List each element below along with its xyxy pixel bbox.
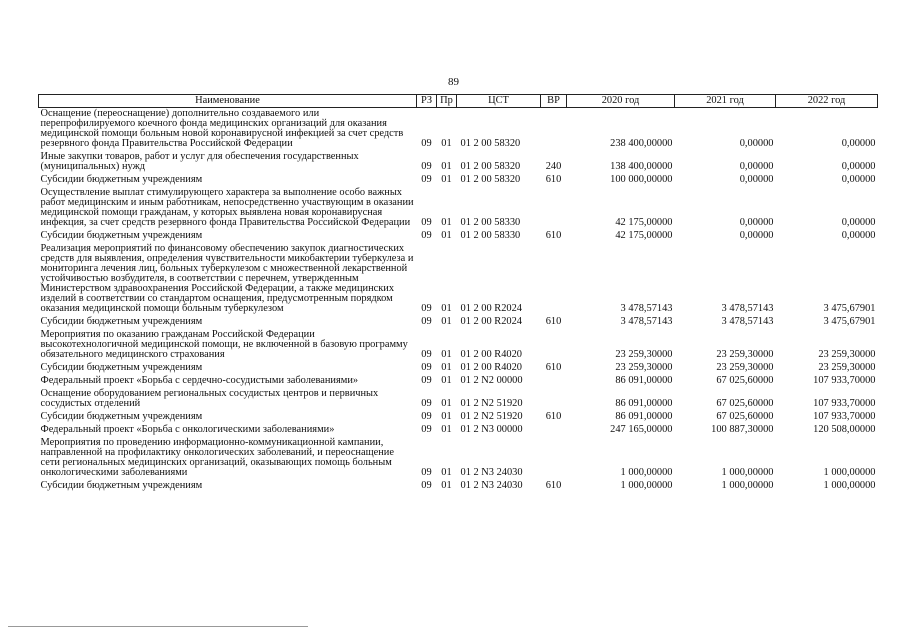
row-cst: 01 2 N3 24030 bbox=[460, 480, 523, 491]
row-rz: 09 bbox=[421, 316, 432, 327]
row-name: Иные закупки товаров, работ и услуг для обеспечения государственных (муниципальных) нужд bbox=[40, 151, 359, 172]
row-rz: 09 bbox=[421, 349, 432, 360]
row-pr: 01 bbox=[441, 480, 452, 491]
row-2022: 107 933,70000 bbox=[813, 375, 876, 386]
header-vr: ВР bbox=[541, 95, 567, 108]
row-pr: 01 bbox=[441, 398, 452, 409]
row-vr bbox=[541, 329, 567, 362]
page-number: 89 bbox=[448, 76, 459, 88]
row-2022: 23 259,30000 bbox=[818, 349, 876, 360]
row-rz: 09 bbox=[421, 480, 432, 491]
row-vr: 610 bbox=[545, 480, 562, 491]
budget-table bbox=[38, 94, 878, 493]
row-2021: 67 025,60000 bbox=[716, 411, 774, 422]
row-cst: 01 2 00 R2024 bbox=[460, 316, 522, 327]
row-cst: 01 2 00 58330 bbox=[460, 230, 521, 241]
row-vr: 240 bbox=[545, 161, 562, 172]
row-2021: 0,00000 bbox=[739, 217, 774, 228]
row-pr: 01 bbox=[441, 467, 452, 478]
row-2020: 3 478,57143 bbox=[620, 303, 673, 314]
row-2020: 42 175,00000 bbox=[615, 217, 673, 228]
row-name: Субсидии бюджетным учреждениям bbox=[40, 411, 203, 422]
table-row bbox=[39, 437, 878, 480]
row-2021: 23 259,30000 bbox=[716, 362, 774, 373]
row-2020: 23 259,30000 bbox=[615, 362, 673, 373]
row-pr: 01 bbox=[441, 230, 452, 241]
row-2020: 23 259,30000 bbox=[615, 349, 673, 360]
row-rz: 09 bbox=[421, 424, 432, 435]
table-row bbox=[39, 375, 878, 388]
row-pr: 01 bbox=[441, 303, 452, 314]
row-2020: 138 400,00000 bbox=[610, 161, 673, 172]
row-cst: 01 2 N3 24030 bbox=[460, 467, 523, 478]
row-2021: 0,00000 bbox=[739, 230, 774, 241]
row-cst: 01 2 00 R2024 bbox=[460, 303, 522, 314]
table-row bbox=[39, 424, 878, 437]
row-2021: 0,00000 bbox=[739, 161, 774, 172]
row-name: Федеральный проект «Борьба с сердечно-сосудистыми заболеваниями» bbox=[40, 375, 359, 386]
row-rz: 09 bbox=[421, 230, 432, 241]
row-2021: 3 478,57143 bbox=[721, 303, 774, 314]
row-pr: 01 bbox=[441, 349, 452, 360]
table-header-row bbox=[39, 95, 878, 108]
row-2020: 1 000,00000 bbox=[620, 467, 673, 478]
row-name: Оснащение оборудованием региональных сосудистых центров и первичных сосудистых отделений bbox=[40, 388, 379, 409]
row-2021: 100 887,30000 bbox=[711, 424, 774, 435]
row-name: Мероприятия по оказанию гражданам Российской Федерации высокотехнологичной медицинской помощи, не включенной в базовую программу обязательного медицинского страхования bbox=[40, 329, 408, 360]
row-rz: 09 bbox=[421, 375, 432, 386]
row-2022: 0,00000 bbox=[841, 217, 876, 228]
row-pr: 01 bbox=[441, 316, 452, 327]
header-2020: 2020 год bbox=[567, 95, 675, 108]
row-cst: 01 2 00 58320 bbox=[460, 174, 521, 185]
row-pr: 01 bbox=[441, 362, 452, 373]
row-2022: 0,00000 bbox=[841, 138, 876, 149]
row-pr: 01 bbox=[441, 424, 452, 435]
table-row bbox=[39, 151, 878, 174]
row-name: Мероприятия по проведению информационно-коммуникационной кампании, направленной на профилактику онкологических заболеваний, и переоснащение сети региональных медицинских организаций, оказывающих помощь больным онкологическими заболеваниями bbox=[40, 437, 394, 478]
row-cst: 01 2 00 R4020 bbox=[460, 362, 522, 373]
row-2021: 67 025,60000 bbox=[716, 375, 774, 386]
row-2022: 3 475,67901 bbox=[823, 316, 876, 327]
row-cst: 01 2 00 58320 bbox=[460, 161, 521, 172]
table-body bbox=[39, 108, 878, 494]
row-2021: 67 025,60000 bbox=[716, 398, 774, 409]
row-vr: 610 bbox=[545, 316, 562, 327]
header-cst: ЦСТ bbox=[457, 95, 541, 108]
row-2022: 0,00000 bbox=[841, 230, 876, 241]
row-2020: 3 478,57143 bbox=[620, 316, 673, 327]
row-name: Осуществление выплат стимулирующего характера за выполнение особо важных работ медицинским и иным работникам, непосредственно участвующим в оказании медицинской помощи гражданам, у которых выявлена новая коронавирусная инфекция, за счет средств резервного фонда Правительства Российской Федерации bbox=[40, 187, 414, 228]
row-cst: 01 2 N2 51920 bbox=[460, 398, 523, 409]
table-row bbox=[39, 230, 878, 243]
row-name: Субсидии бюджетным учреждениям bbox=[40, 230, 203, 241]
row-vr bbox=[541, 424, 567, 437]
row-rz: 09 bbox=[421, 161, 432, 172]
row-vr: 610 bbox=[545, 362, 562, 373]
row-name: Субсидии бюджетным учреждениям bbox=[40, 362, 203, 373]
row-2021: 0,00000 bbox=[739, 174, 774, 185]
row-pr: 01 bbox=[441, 161, 452, 172]
row-2021: 0,00000 bbox=[739, 138, 774, 149]
table-row bbox=[39, 411, 878, 424]
header-rz: РЗ bbox=[417, 95, 437, 108]
row-vr bbox=[541, 187, 567, 230]
row-rz: 09 bbox=[421, 467, 432, 478]
header-2022: 2022 год bbox=[776, 95, 878, 108]
row-rz: 09 bbox=[421, 398, 432, 409]
row-name: Субсидии бюджетным учреждениям bbox=[40, 316, 203, 327]
row-2022: 3 475,67901 bbox=[823, 303, 876, 314]
row-name: Субсидии бюджетным учреждениям bbox=[40, 174, 203, 185]
row-vr: 610 bbox=[545, 230, 562, 241]
row-2022: 120 508,00000 bbox=[813, 424, 876, 435]
row-name: Реализация мероприятий по финансовому обеспечению закупок диагностических средств для выявления, определения чувствительности микобактерии туберкулеза и мониторинга лечения лиц, больных туберкулезом с множественной лекарственной устойчивостью возбудителя, в соответствии с перечнем, утвержденным Министерством здравоохранения Российской Федерации, а также медицинских изделий в соответствии со стандартом оснащения, предусмотренным порядком оказания медицинской помощи больным туберкулезом bbox=[40, 243, 414, 314]
row-2020: 100 000,00000 bbox=[610, 174, 673, 185]
row-2022: 1 000,00000 bbox=[823, 467, 876, 478]
row-rz: 09 bbox=[421, 217, 432, 228]
row-2020: 1 000,00000 bbox=[620, 480, 673, 491]
row-rz: 09 bbox=[421, 303, 432, 314]
table-row bbox=[39, 243, 878, 316]
table-row bbox=[39, 108, 878, 152]
row-rz: 09 bbox=[421, 411, 432, 422]
header-name: Наименование bbox=[39, 95, 417, 108]
row-2021: 3 478,57143 bbox=[721, 316, 774, 327]
row-name: Субсидии бюджетным учреждениям bbox=[40, 480, 203, 491]
row-rz: 09 bbox=[421, 138, 432, 149]
row-2022: 107 933,70000 bbox=[813, 411, 876, 422]
row-vr bbox=[541, 375, 567, 388]
table-row bbox=[39, 480, 878, 493]
row-vr bbox=[541, 437, 567, 480]
row-rz: 09 bbox=[421, 362, 432, 373]
row-cst: 01 2 N2 51920 bbox=[460, 411, 523, 422]
row-2020: 86 091,00000 bbox=[615, 375, 673, 386]
row-2021: 1 000,00000 bbox=[721, 480, 774, 491]
row-pr: 01 bbox=[441, 217, 452, 228]
row-pr: 01 bbox=[441, 174, 452, 185]
footer-rule bbox=[8, 626, 308, 627]
row-cst: 01 2 N3 00000 bbox=[460, 424, 523, 435]
row-vr: 610 bbox=[545, 411, 562, 422]
table-row bbox=[39, 388, 878, 411]
row-cst: 01 2 00 58330 bbox=[460, 217, 521, 228]
row-pr: 01 bbox=[441, 411, 452, 422]
row-vr bbox=[541, 243, 567, 316]
row-2022: 23 259,30000 bbox=[818, 362, 876, 373]
row-2020: 42 175,00000 bbox=[615, 230, 673, 241]
row-cst: 01 2 00 58320 bbox=[460, 138, 521, 149]
row-2022: 107 933,70000 bbox=[813, 398, 876, 409]
table-row bbox=[39, 329, 878, 362]
row-2020: 238 400,00000 bbox=[610, 138, 673, 149]
row-2022: 0,00000 bbox=[841, 174, 876, 185]
row-cst: 01 2 N2 00000 bbox=[460, 375, 523, 386]
row-pr: 01 bbox=[441, 375, 452, 386]
row-2022: 1 000,00000 bbox=[823, 480, 876, 491]
table-row bbox=[39, 187, 878, 230]
table-row bbox=[39, 362, 878, 375]
row-name: Федеральный проект «Борьба с онкологическими заболеваниями» bbox=[40, 424, 335, 435]
row-2020: 86 091,00000 bbox=[615, 398, 673, 409]
row-2021: 1 000,00000 bbox=[721, 467, 774, 478]
row-2022: 0,00000 bbox=[841, 161, 876, 172]
row-2021: 23 259,30000 bbox=[716, 349, 774, 360]
row-2020: 247 165,00000 bbox=[610, 424, 673, 435]
row-vr: 610 bbox=[545, 174, 562, 185]
row-vr bbox=[541, 388, 567, 411]
row-2020: 86 091,00000 bbox=[615, 411, 673, 422]
row-cst: 01 2 00 R4020 bbox=[460, 349, 522, 360]
row-vr bbox=[541, 108, 567, 152]
table-row bbox=[39, 174, 878, 187]
row-rz: 09 bbox=[421, 174, 432, 185]
header-2021: 2021 год bbox=[675, 95, 776, 108]
table-row bbox=[39, 316, 878, 329]
row-name: Оснащение (переоснащение) дополнительно создаваемого или перепрофилируемого коечного фонда медицинских организаций для оказания медицинской помощи больным новой коронавирусной инфекцией за счет средств резервного фонда Правительства Российской Федерации bbox=[40, 108, 404, 149]
row-pr: 01 bbox=[441, 138, 452, 149]
header-pr: Пр bbox=[437, 95, 457, 108]
